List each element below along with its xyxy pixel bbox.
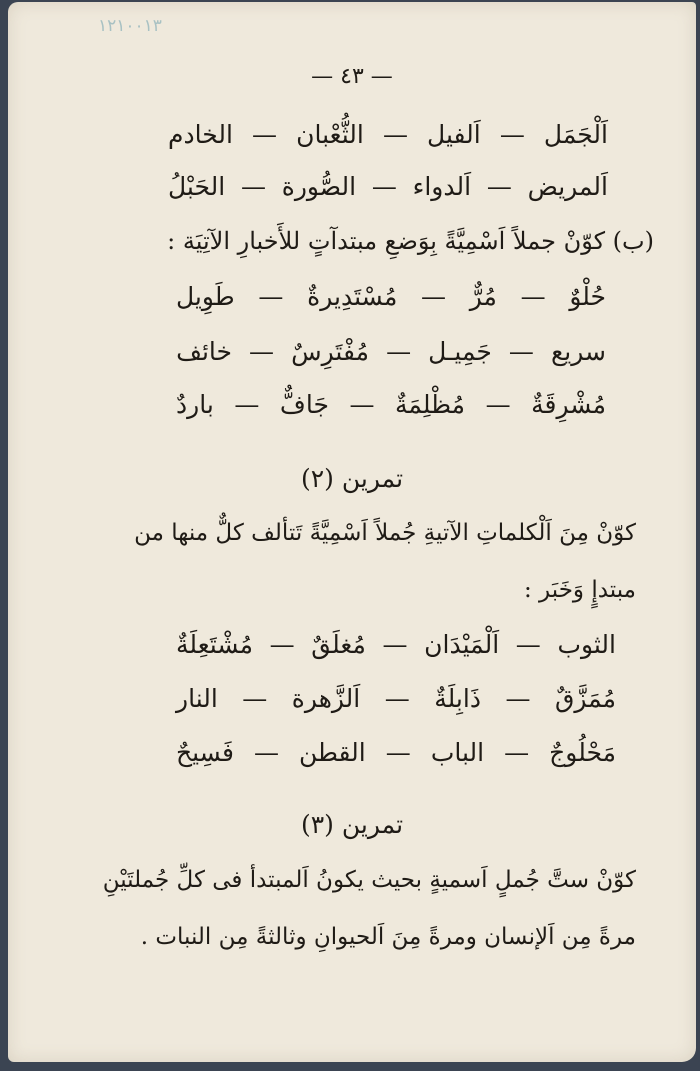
word: مُرٌّ: [469, 282, 497, 311]
word-row: [168, 172, 608, 201]
word: الثُّعْبان: [296, 120, 364, 149]
word-row: [168, 120, 608, 149]
word: طَوِيل: [176, 282, 235, 311]
dash: —: [249, 337, 275, 366]
word: سريع: [550, 337, 606, 366]
exercise-3-title: تمرين (٣): [300, 810, 404, 839]
word: مُشْرِقَةٌ: [531, 390, 606, 419]
word: مَحْلُوجٌ: [549, 738, 616, 767]
exercise-3-text-line2: مرةً مِن اَلإنسان ومرةً مِنَ اَلحيوانِ وثالثةً مِن النبات .: [140, 924, 636, 950]
dash: —: [349, 390, 375, 419]
dash: —: [515, 630, 541, 659]
dash: —: [258, 282, 284, 311]
word: الصُّورة: [281, 172, 357, 201]
word: الحَبْلُ: [168, 172, 226, 201]
word-row: [176, 738, 616, 767]
dash: —: [269, 630, 295, 659]
dash: —: [371, 172, 397, 201]
word: القطن: [299, 738, 366, 767]
word: جَافٌّ: [279, 390, 329, 419]
word: مُفْتَرِسٌ: [291, 337, 370, 366]
word: ذَابِلَةٌ: [434, 684, 481, 713]
word: مُغلَقٌ: [311, 630, 366, 659]
word: مُشْتَعِلَةٌ: [176, 630, 254, 659]
word: النار: [176, 684, 218, 713]
dash: —: [252, 120, 278, 149]
exercise-2-title: تمرين (٢): [300, 464, 404, 493]
word: الخادم: [168, 120, 233, 149]
word-row: [176, 282, 606, 311]
word: مُظْلِمَةٌ: [395, 390, 466, 419]
word: الباب: [430, 738, 485, 767]
dash: —: [384, 684, 410, 713]
word: اَلفيل: [427, 120, 481, 149]
exercise-3-text-line1: كوّنْ ستَّ جُملٍ اَسميةٍ بحيث يكونُ اَلمبتدأ فى كلِّ جُملتَيْنِ: [102, 867, 636, 893]
dash: —: [505, 684, 531, 713]
dash: —: [240, 172, 266, 201]
word: فَسِيحٌ: [176, 738, 234, 767]
word: جَمِيـل: [428, 337, 492, 366]
book-page: [8, 2, 696, 1062]
word: اَلزَّهرة: [291, 684, 361, 713]
dash: —: [386, 337, 412, 366]
word: خائف: [176, 337, 232, 366]
dash: —: [382, 630, 408, 659]
word: مُمَزَّقٌ: [554, 684, 616, 713]
dash: —: [421, 282, 447, 311]
dash: —: [382, 120, 408, 149]
word-row: [176, 337, 606, 366]
word: اَلْمَيْدَان: [424, 630, 500, 659]
word-row: [176, 630, 616, 659]
dash: —: [520, 282, 546, 311]
word: اَلمريض: [527, 172, 608, 201]
exercise-2-text-line2: مبتدإٍ وَخَبَر :: [524, 577, 636, 603]
dash: —: [253, 738, 279, 767]
dash: —: [242, 684, 268, 713]
word: باردٌ: [176, 390, 214, 419]
page-number: — ٤٣ —: [311, 64, 393, 89]
word: مُسْتَدِيرةٌ: [307, 282, 398, 311]
pencil-annotation: ١٢١٠٠١٣: [98, 16, 162, 36]
word: حُلْوٌ: [569, 282, 606, 311]
word: الثوب: [557, 630, 616, 659]
dash: —: [499, 120, 525, 149]
word-row: [176, 684, 616, 713]
word-row: [176, 390, 606, 419]
dash: —: [385, 738, 411, 767]
dash: —: [234, 390, 260, 419]
exercise-2-text-line1: كوّنْ مِنَ اَلْكلماتِ الآتيةِ جُملاً اَسْمِيَّةً تَتألف كلٌّ منها من: [134, 520, 636, 546]
dash: —: [486, 172, 512, 201]
dash: —: [508, 337, 534, 366]
dash: —: [504, 738, 530, 767]
word: اَلْجَمَل: [543, 120, 608, 149]
dash: —: [485, 390, 511, 419]
section-b-instruction: (ب) كوّنْ جملاً اَسْمِيَّةً بِوَضعِ مبتدآتٍ للأَخبارِ الآتِيَة :: [167, 227, 654, 255]
word: اَلدواء: [412, 172, 472, 201]
